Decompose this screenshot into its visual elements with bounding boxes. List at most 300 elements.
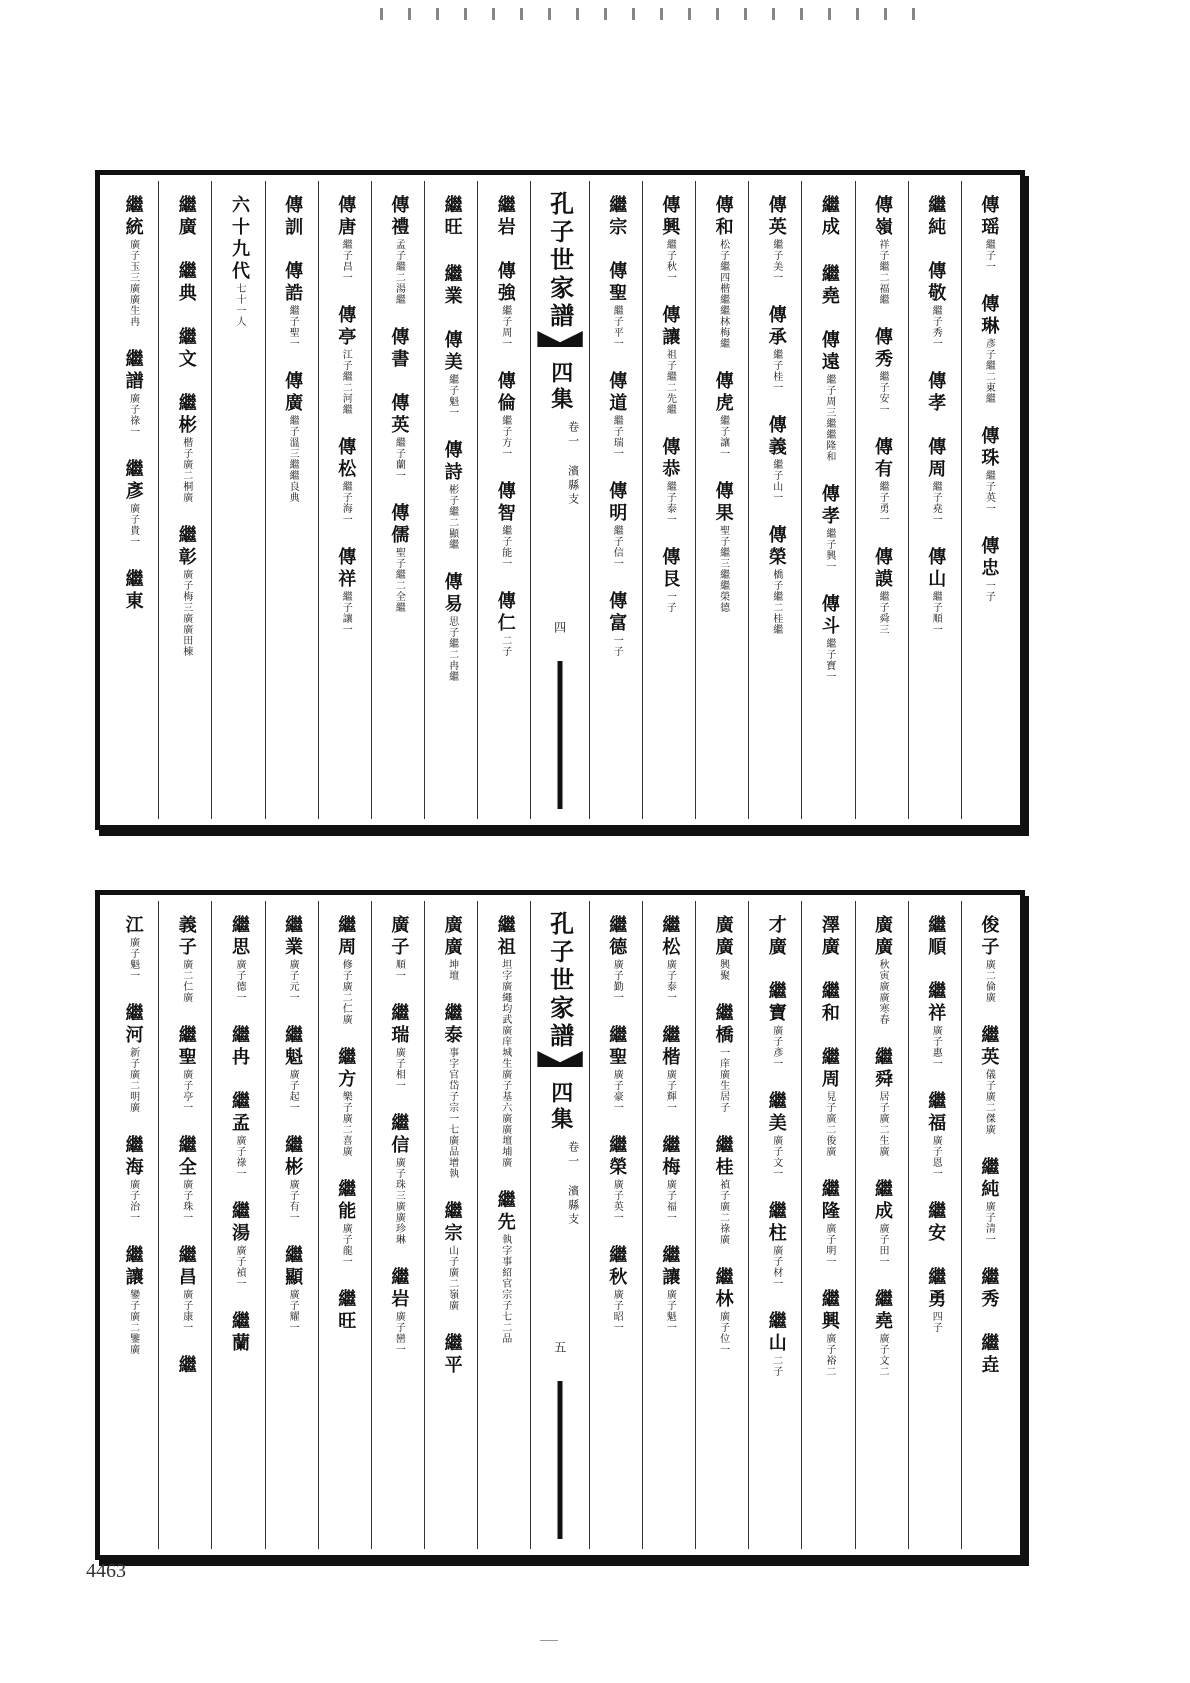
descendant-note: 二子 xyxy=(770,1355,782,1377)
entry-gap xyxy=(819,959,840,981)
book-title: 孔子世家譜 xyxy=(545,911,575,1051)
descendant-note: 廣子田一 xyxy=(877,1223,889,1267)
person-name: 繼岩 xyxy=(494,195,516,239)
name-sequence xyxy=(335,915,357,1543)
descendant-note: 廣子治一 xyxy=(127,1179,139,1223)
person-name: 傳瑶 xyxy=(978,195,1000,239)
descendant-note: 繼子周三繼繼隆和 xyxy=(823,374,835,462)
column-content xyxy=(266,195,318,813)
person-name: 廣廣 xyxy=(441,915,463,959)
entry-gap xyxy=(819,462,840,484)
entry-gap xyxy=(925,1333,946,1355)
descendant-note: 繼子興一 xyxy=(823,528,835,572)
genealogy-column xyxy=(265,181,318,819)
descendant-note: 廣子禎一 xyxy=(233,1245,245,1289)
entry-gap xyxy=(495,1168,516,1190)
column-content xyxy=(962,915,1014,1543)
descendant-note: 禎子廣二祿廣 xyxy=(717,1179,729,1245)
name-sequence xyxy=(978,195,1000,813)
person-name: 繼譜 xyxy=(122,349,144,393)
entry-gap xyxy=(123,327,144,349)
page-number: 4463 xyxy=(86,1560,126,1582)
entry-gap xyxy=(335,1025,356,1047)
genealogy-column xyxy=(855,901,908,1549)
descendant-note: 廣子豪一 xyxy=(611,1069,623,1113)
entry-gap xyxy=(606,239,627,261)
entry-gap xyxy=(176,1113,197,1135)
column-content xyxy=(802,915,854,1543)
person-name: 傳詩 xyxy=(441,440,463,484)
column-content xyxy=(478,915,530,1543)
descendant-note: 廣子勤一 xyxy=(611,959,623,1003)
descendant-note: 彬子繼二顯繼 xyxy=(446,484,458,550)
column-content xyxy=(909,195,961,813)
descendant-note: 見子廣二俊廣 xyxy=(823,1091,835,1157)
person-name: 傳易 xyxy=(441,572,463,616)
descendant-note: 繼子秋一 xyxy=(664,239,676,283)
descendant-note: 七十一人 xyxy=(233,283,245,327)
entry-gap xyxy=(978,1245,999,1267)
genealogy-column xyxy=(695,181,748,819)
entry-gap xyxy=(978,602,999,624)
entry-gap xyxy=(282,1003,303,1025)
person-name: 傳秀 xyxy=(872,327,894,371)
genealogy-column xyxy=(371,901,424,1549)
person-name: 傳忠 xyxy=(978,536,1000,580)
descendant-note: 橋子繼二桂繼 xyxy=(770,569,782,635)
column-content xyxy=(319,195,371,813)
person-name: 繼東 xyxy=(122,569,144,613)
person-name: 傳和 xyxy=(712,195,734,239)
descendant-note: 廣子元一 xyxy=(287,959,299,1003)
descendant-note: 一子 xyxy=(664,591,676,613)
entry-gap xyxy=(495,657,516,679)
person-name: 傳山 xyxy=(925,547,947,591)
person-name: 繼橋 xyxy=(712,1003,734,1047)
descendant-note: 廣子相一 xyxy=(393,1047,405,1091)
entry-gap xyxy=(176,239,197,261)
banner-rule xyxy=(558,1381,563,1539)
column-content xyxy=(749,915,801,1543)
person-name: 繼 xyxy=(175,1355,197,1377)
person-name: 江 xyxy=(122,915,144,937)
person-name: 繼舜 xyxy=(872,1047,894,1091)
person-name: 繼純 xyxy=(978,1157,1000,1201)
entry-gap xyxy=(229,1069,250,1091)
person-name: 澤廣 xyxy=(818,915,840,959)
person-name: 繼典 xyxy=(175,261,197,305)
book-title: 孔子世家譜 xyxy=(545,191,575,331)
person-name: 傳祥 xyxy=(335,547,357,591)
person-name: 傳果 xyxy=(712,481,734,525)
column-content xyxy=(159,195,211,813)
person-name: 繼瑞 xyxy=(388,1003,410,1047)
genealogy-column xyxy=(318,901,371,1549)
entry-gap xyxy=(925,635,946,657)
entry-gap xyxy=(282,1223,303,1245)
entry-gap xyxy=(123,981,144,1003)
person-name: 傳有 xyxy=(872,437,894,481)
descendant-note: 楷子廣二桐廣 xyxy=(180,437,192,503)
entry-gap xyxy=(388,1091,409,1113)
descendant-note: 廣子惠一 xyxy=(930,1025,942,1069)
entry-gap xyxy=(872,1267,893,1289)
person-name: 繼安 xyxy=(925,1201,947,1245)
entry-gap xyxy=(766,393,787,415)
entry-gap xyxy=(335,635,356,657)
person-name: 繼山 xyxy=(765,1311,787,1355)
descendant-note: 繼子蘭一 xyxy=(393,437,405,481)
descendant-note: 廣子祿一 xyxy=(127,393,139,437)
descendant-note: 廣子位一 xyxy=(717,1311,729,1355)
person-name: 傳唐 xyxy=(335,195,357,239)
entry-gap xyxy=(442,418,463,440)
person-name: 繼桂 xyxy=(712,1135,734,1179)
entry-gap xyxy=(176,305,197,327)
person-name: 繼方 xyxy=(335,1047,357,1091)
name-sequence xyxy=(606,195,628,813)
entry-gap xyxy=(925,239,946,261)
person-name: 廣廣 xyxy=(872,915,894,959)
descendant-note: 廣子康一 xyxy=(180,1289,192,1333)
column-content xyxy=(909,915,961,1543)
person-name: 繼秋 xyxy=(606,1245,628,1289)
person-name: 傳倫 xyxy=(494,371,516,415)
descendant-note: 繼子桂一 xyxy=(770,349,782,393)
entry-gap xyxy=(176,503,197,525)
person-name: 傳謨 xyxy=(872,547,894,591)
person-name: 繼業 xyxy=(282,915,304,959)
entry-gap xyxy=(766,1289,787,1311)
column-content xyxy=(856,195,908,813)
entry-gap xyxy=(925,415,946,437)
entry-gap xyxy=(123,437,144,459)
entry-gap xyxy=(388,981,409,1003)
chapter-label: 卷一 濱縣支 xyxy=(566,1141,580,1227)
entry-gap xyxy=(229,327,250,349)
entry-gap xyxy=(388,1245,409,1267)
descendant-note: 興聚 xyxy=(717,959,729,981)
descendant-note: 樂子廣二喜廣 xyxy=(340,1091,352,1157)
person-name: 繼宗 xyxy=(606,195,628,239)
genealogy-column xyxy=(265,901,318,1549)
person-name: 傳孝 xyxy=(925,371,947,415)
fishtail-ornament-icon xyxy=(537,331,582,347)
genealogy-column xyxy=(158,181,211,819)
person-name: 繼彬 xyxy=(175,393,197,437)
person-name: 傳廣 xyxy=(282,371,304,415)
top-scan-artifact xyxy=(380,8,940,20)
descendant-note: 修子廣二仁廣 xyxy=(340,959,352,1025)
chapter-label: 卷一 濱縣支 xyxy=(566,421,580,507)
descendant-note: 居子廣二生廣 xyxy=(877,1091,889,1157)
entry-gap xyxy=(388,481,409,503)
descendant-note: 繼子寶一 xyxy=(823,638,835,682)
name-sequence xyxy=(176,915,195,1543)
entry-gap xyxy=(282,1113,303,1135)
person-name: 傳禮 xyxy=(388,195,410,239)
entry-gap xyxy=(229,1355,250,1377)
entry-gap xyxy=(978,1377,999,1399)
name-sequence xyxy=(176,195,195,813)
descendant-note: 廣子彥一 xyxy=(770,1025,782,1069)
descendant-note: 繼子秀一 xyxy=(930,305,942,349)
name-sequence xyxy=(872,915,894,1543)
person-name: 繼全 xyxy=(175,1135,197,1179)
leaf-number: 五 xyxy=(552,1341,567,1353)
person-name: 傳遠 xyxy=(818,330,840,374)
descendant-note: 廣子魁一 xyxy=(664,1289,676,1333)
descendant-note: 廣子玉三廣廣生冉 xyxy=(127,239,139,327)
person-name: 繼彥 xyxy=(122,459,144,503)
genealogy-column xyxy=(211,901,264,1549)
name-sequence xyxy=(713,915,732,1543)
entry-gap xyxy=(819,1267,840,1289)
person-name: 繼楷 xyxy=(659,1025,681,1069)
descendant-note: 聖子繼二全繼 xyxy=(393,547,405,613)
person-name: 繼祖 xyxy=(494,915,516,959)
descendant-note: 坤壇 xyxy=(446,959,458,981)
descendant-note: 廣二仁廣 xyxy=(180,959,192,1003)
column-content xyxy=(319,915,371,1543)
genealogy-column xyxy=(642,901,695,1549)
entry-gap xyxy=(872,1157,893,1179)
person-name: 繼泰 xyxy=(441,1003,463,1047)
entry-gap xyxy=(659,415,680,437)
descendant-note: 繼子英一 xyxy=(983,470,995,514)
name-sequence xyxy=(606,915,628,1543)
descendant-note: 繼子方一 xyxy=(499,415,511,459)
person-name: 繼旺 繼業 xyxy=(441,195,463,308)
name-sequence xyxy=(495,915,514,1543)
person-name: 繼聖 xyxy=(606,1025,628,1069)
person-name: 廣子 xyxy=(388,915,410,959)
person-name: 才廣 xyxy=(765,915,787,959)
descendant-note: 廣子輝一 xyxy=(664,1069,676,1113)
genealogy-column xyxy=(908,181,961,819)
genealogy-column xyxy=(589,181,642,819)
person-name: 繼昌 xyxy=(175,1245,197,1289)
person-name: 傳義 xyxy=(765,415,787,459)
name-sequence xyxy=(282,915,304,1543)
entry-gap xyxy=(659,1113,680,1135)
entry-gap xyxy=(872,525,893,547)
name-sequence xyxy=(925,915,947,1543)
entry-gap xyxy=(442,1179,463,1201)
entry-gap xyxy=(282,349,303,371)
column-content xyxy=(856,915,908,1543)
descendant-note: 廣子龍一 xyxy=(340,1223,352,1267)
entry-gap xyxy=(766,1377,787,1399)
descendant-note: 四子 xyxy=(930,1311,942,1333)
descendant-note: 一子 xyxy=(983,580,995,602)
person-name: 俊子 xyxy=(978,915,1000,959)
descendant-note: 廣子祿一 xyxy=(233,1135,245,1179)
descendant-note: 繼子安一 xyxy=(877,371,889,415)
person-name: 傳孝 xyxy=(818,484,840,528)
entry-gap xyxy=(123,1223,144,1245)
entry-gap xyxy=(388,305,409,327)
column-content xyxy=(749,195,801,813)
person-name: 繼純 xyxy=(925,195,947,239)
entry-gap xyxy=(713,349,734,371)
entry-gap xyxy=(978,404,999,426)
genealogy-column xyxy=(424,901,477,1549)
person-name: 繼興 xyxy=(818,1289,840,1333)
descendant-note: 二子 xyxy=(499,635,511,657)
upper-columns xyxy=(106,181,1014,819)
descendant-note: 繼子勇一 xyxy=(877,481,889,525)
entry-gap xyxy=(495,239,516,261)
person-name: 傳承 xyxy=(765,305,787,349)
entry-gap xyxy=(606,569,627,591)
name-sequence xyxy=(389,195,408,813)
name-sequence xyxy=(229,195,248,813)
genealogy-column xyxy=(106,181,158,819)
person-name: 繼梅 xyxy=(659,1135,681,1179)
person-name: 繼祥 xyxy=(925,981,947,1025)
entry-gap xyxy=(335,1267,356,1289)
name-sequence xyxy=(819,915,838,1543)
person-name: 繼成 xyxy=(872,1179,894,1223)
person-name: 繼榮 xyxy=(606,1135,628,1179)
descendant-note: 廣子恩一 xyxy=(930,1135,942,1179)
person-name: 傳聖 xyxy=(606,261,628,305)
descendant-note: 祥子繼二福繼 xyxy=(877,239,889,305)
person-name: 傳英 xyxy=(765,195,787,239)
descendant-note: 廣子珠三廣廣珍琳 xyxy=(393,1157,405,1245)
person-name: 繼廣 xyxy=(175,195,197,239)
scan-mark xyxy=(540,1640,558,1641)
descendant-note: 繼子海一 xyxy=(340,481,352,525)
genealogy-column xyxy=(642,181,695,819)
name-sequence xyxy=(282,195,304,813)
descendant-note: 祖子繼二先繼 xyxy=(664,349,676,415)
entry-gap xyxy=(606,1113,627,1135)
descendant-note: 繼子順一 xyxy=(930,591,942,635)
descendant-note: 松子繼四楷繼繼林梅繼 xyxy=(717,239,729,349)
person-name: 繼讓 xyxy=(659,1245,681,1289)
entry-gap xyxy=(713,613,734,635)
name-sequence xyxy=(660,195,679,813)
fishtail-ornament-icon xyxy=(537,1051,582,1067)
descendant-note: 山子廣二嶺廣 xyxy=(446,1245,458,1311)
column-content xyxy=(212,915,264,1543)
genealogy-column xyxy=(477,901,530,1549)
entry-gap xyxy=(713,1113,734,1135)
name-sequence xyxy=(978,915,1000,1543)
person-name: 傳嶺 xyxy=(872,195,894,239)
entry-gap xyxy=(872,415,893,437)
upper-page xyxy=(95,170,1025,830)
entry-gap xyxy=(176,1003,197,1025)
genealogy-column xyxy=(801,181,854,819)
entry-gap xyxy=(978,1135,999,1157)
column-content xyxy=(802,195,854,813)
descendant-note: 廣子德一 xyxy=(233,959,245,1003)
genealogy-column xyxy=(748,181,801,819)
genealogy-column xyxy=(801,901,854,1549)
volume-label: 四集 xyxy=(547,1081,574,1133)
entry-gap xyxy=(282,1333,303,1355)
entry-gap xyxy=(872,1025,893,1047)
entry-gap xyxy=(606,1003,627,1025)
descendant-note: 繼子一 xyxy=(983,239,995,272)
genealogy-column xyxy=(424,181,477,819)
name-sequence xyxy=(713,195,732,813)
person-name: 繼德 xyxy=(606,915,628,959)
person-name: 繼孟 xyxy=(228,1091,250,1135)
entry-gap xyxy=(713,459,734,481)
name-sequence xyxy=(229,915,248,1543)
person-name: 傳興 xyxy=(659,195,681,239)
column-content xyxy=(159,915,211,1543)
name-sequence xyxy=(766,915,785,1543)
entry-gap xyxy=(978,1003,999,1025)
column-content xyxy=(372,195,424,813)
entry-gap xyxy=(123,547,144,569)
descendant-note: 廣子英一 xyxy=(611,1179,623,1223)
descendant-note: 鑾子廣二鑒廣 xyxy=(127,1289,139,1355)
entry-gap xyxy=(388,1355,409,1377)
genealogy-column xyxy=(106,901,158,1549)
person-name: 繼平 xyxy=(441,1333,463,1377)
name-sequence xyxy=(442,915,461,1543)
name-sequence xyxy=(335,195,357,813)
entry-gap xyxy=(388,613,409,635)
descendant-note: 繼子能一 xyxy=(499,525,511,569)
descendant-note: 繼子讓一 xyxy=(717,415,729,459)
person-name: 傳強 xyxy=(494,261,516,305)
descendant-note: 彥子繼二東繼 xyxy=(983,338,995,404)
banner-rule xyxy=(558,661,563,809)
person-name: 繼隆 xyxy=(818,1179,840,1223)
name-sequence xyxy=(495,195,514,813)
entry-gap xyxy=(335,525,356,547)
person-name: 繼魁 xyxy=(282,1025,304,1069)
entry-gap xyxy=(978,1311,999,1333)
name-sequence xyxy=(389,915,408,1543)
entry-gap xyxy=(713,981,734,1003)
entry-gap xyxy=(282,239,303,261)
descendant-note: 廣子巒一 xyxy=(393,1311,405,1355)
name-sequence xyxy=(660,915,679,1543)
descendant-note: 廣子文一 xyxy=(770,1135,782,1179)
entry-gap xyxy=(978,514,999,536)
descendant-note: 聖子繼三繼繼榮德 xyxy=(717,525,729,613)
entry-gap xyxy=(925,1245,946,1267)
title-banner-column xyxy=(530,901,588,1549)
genealogy-column xyxy=(318,181,371,819)
entry-gap xyxy=(659,525,680,547)
entry-gap xyxy=(659,283,680,305)
person-name: 繼河 xyxy=(122,1003,144,1047)
entry-gap xyxy=(606,459,627,481)
entry-gap xyxy=(335,1333,356,1355)
descendant-note: 廣子明一 xyxy=(823,1223,835,1267)
descendant-note: 廣二倫廣 xyxy=(983,959,995,1003)
column-content xyxy=(425,915,477,1543)
person-name: 繼蘭 xyxy=(228,1311,250,1355)
entry-gap xyxy=(872,635,893,657)
column-content xyxy=(643,915,695,1543)
column-content xyxy=(106,915,158,1543)
person-name: 繼顯 xyxy=(282,1245,304,1289)
person-name: 繼冉 xyxy=(228,1025,250,1069)
entry-gap xyxy=(659,613,680,635)
descendant-note: 一庠廣生居子 xyxy=(717,1047,729,1113)
entry-gap xyxy=(335,283,356,305)
